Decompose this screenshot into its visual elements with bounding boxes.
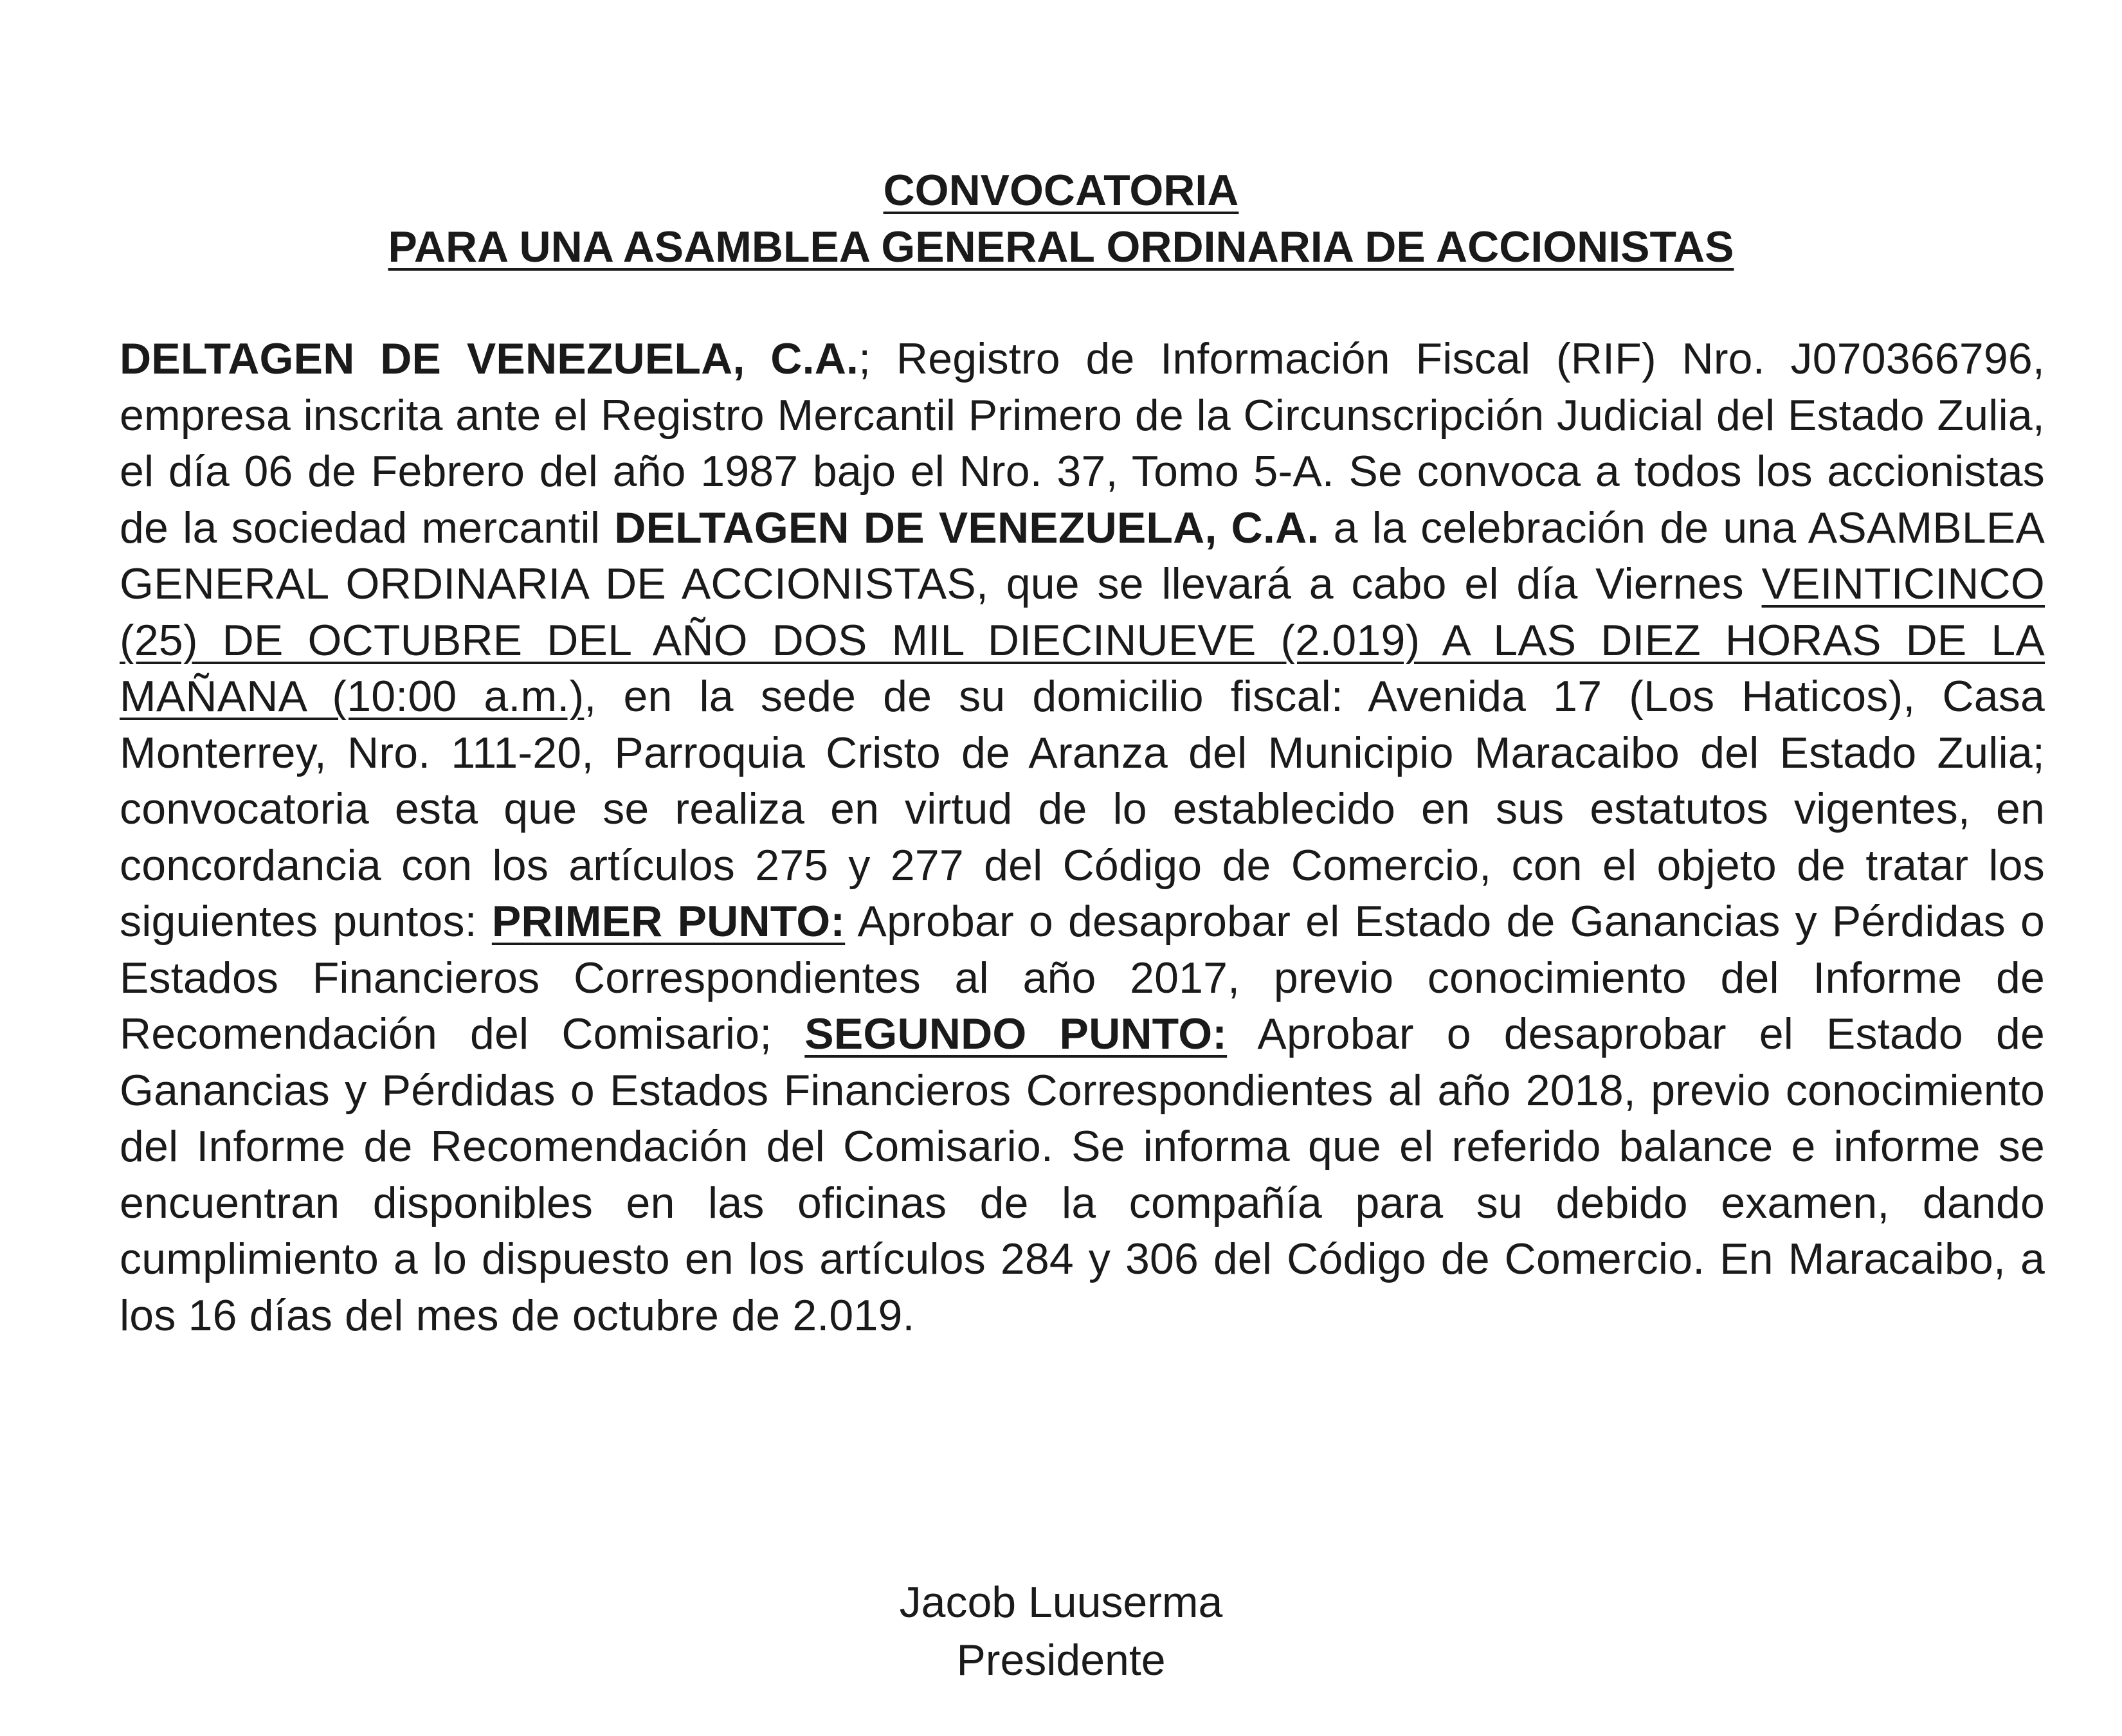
signatory-name: Jacob Luuserma bbox=[899, 1578, 1223, 1627]
company-name-1: DELTAGEN DE VENEZUELA, C.A. bbox=[120, 334, 859, 383]
company-name-2: DELTAGEN DE VENEZUELA, C.A. bbox=[614, 503, 1319, 552]
title-line-1: CONVOCATORIA bbox=[883, 166, 1239, 215]
convocation-body bbox=[120, 331, 2045, 1344]
meeting-date-time: VEINTICINCO (25) DE OCTUBRE DEL AÑO DOS MIL DIECINUEVE (2.019) A LAS DIEZ HORAS DE LA MAÑANA (10:00 a.m.) bbox=[120, 559, 2045, 721]
title-line-2: PARA UNA ASAMBLEA GENERAL ORDINARIA DE ACCIONISTAS bbox=[388, 222, 1734, 271]
document-subtitle bbox=[0, 219, 2122, 275]
second-point-label: SEGUNDO PUNTO: bbox=[804, 1009, 1228, 1058]
signatory-role: Presidente bbox=[956, 1636, 1166, 1685]
body-text-3: , en la sede de su domicilio fiscal: Avenida 17 (Los Haticos), Casa Monterrey, Nro. 111-20, Parroquia Cristo de Aranza del Municipio Maracaibo del Estado Zulia; convocatoria esta que se realiza en virtud de lo establecido en sus estatutos vigentes, en concordancia con los artículos 275 y 277 del Código de Comercio, con el objeto de tratar los siguientes puntos: bbox=[120, 672, 2045, 946]
second-point-text: Aprobar o desaprobar el Estado de Ganancias y Pérdidas o Estados Financieros Correspondientes al año 2018, previo conocimiento del Informe de Recomendación del Comisario. Se informa que el referido balance e informe se encuentran disponibles en las oficinas de la compañía para su debido examen, dando cumplimiento a lo dispuesto en los artículos 284 y 306 del Código de Comercio. En Maracaibo, a los 16 días del mes de octubre de 2.019. bbox=[120, 1009, 2045, 1340]
body-text-2: a la celebración de una ASAMBLEA GENERAL ORDINARIA DE ACCIONISTAS, que se llevará a cabo el día Viernes bbox=[120, 503, 2045, 608]
body-text-1: ; Registro de Información Fiscal (RIF) Nro. J070366796, empresa inscrita ante el Registro Mercantil Primero de la Circunscripción Judicial del Estado Zulia, el día 06 de Febrero del año 1987 bajo el Nro. 37, Tomo 5-A. Se convoca a todos los accionistas de la sociedad mercantil bbox=[120, 334, 2045, 552]
first-point-text: Aprobar o desaprobar el Estado de Ganancias y Pérdidas o Estados Financieros Correspondientes al año 2017, previo conocimiento del Informe de Recomendación del Comisario; bbox=[120, 897, 2045, 1058]
document-title bbox=[0, 162, 2122, 219]
first-point-label: PRIMER PUNTO: bbox=[491, 897, 846, 946]
